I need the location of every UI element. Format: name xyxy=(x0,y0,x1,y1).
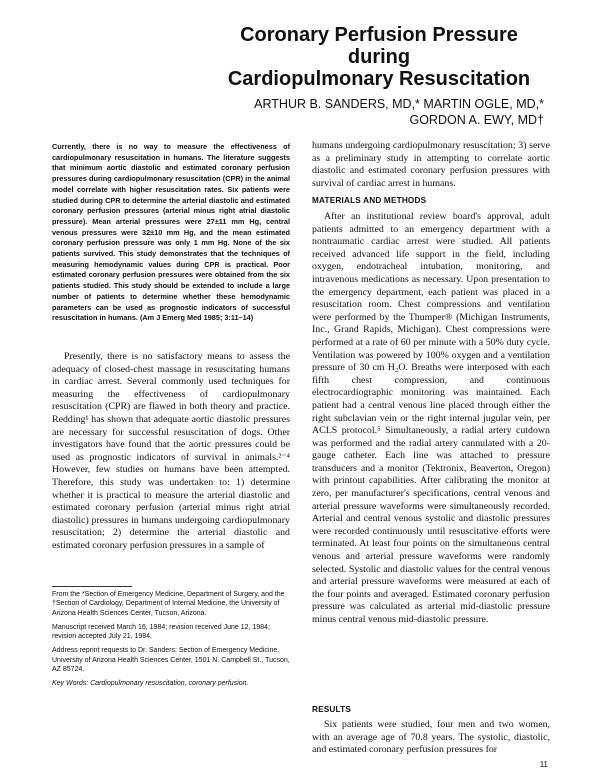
article-title xyxy=(214,24,544,90)
footnote-divider xyxy=(52,586,132,587)
results-paragraph: Six patients were studied, four men and two women, with an average age of 70.8 years. The systolic, diastolic, and estimated coronary perfusion pressures for xyxy=(312,719,550,756)
abstract: Currently, there is no way to measure the effectiveness of cardiopulmonary resuscitation in humans. The literature suggests that minimum aortic diastolic and estimated coronary perfusion pressures during cardiopulmonary resuscitation (CPR) in the animal model correlate with higher resuscitation rates. Six patients were studied during CPR to determine the arterial diastolic and estimated coronary perfusion pressures (arterial minus right atrial diastolic pressure). Mean arterial pressures were 27±11 mm Hg, central venous pressures were 32±10 mm Hg, and the mean estimated coronary perfusion pressure was only 1 mm Hg. None of the six patients survived. This study demonstrates that the techniques of measuring hemodynamic values during CPR is practical. Poor estimated coronary perfusion pressures were obtained from the six patients studied. This study should be extended to include a large number of patients to determine whether these hemodynamic parameters can be used as prognostic indicators of successful resuscitation in humans. (Am J Emerg Med 1985; 3:11–14) xyxy=(52,142,290,323)
footnote-keywords: Key Words: Cardiopulmonary resuscitation, coronary perfusion. xyxy=(52,680,249,688)
introduction-paragraph: Presently, there is no satisfactory means to assess the adequacy of closed-chest massage in resuscitating humans in cardiac arrest. Several commonly used techniques for measuring the effectiveness of cardiopulmonary resuscitation (CPR) are flawed in both theory and practice. Redding¹ has shown that adequate aortic diastolic pressures are necessary for successful resuscitation of dogs. Other investigators have found that the aortic pressures could be used as prognostic indicators of survival in animals.²⁻⁴ However, few studies on humans have been attempted. Therefore, this study was undertaken to: 1) determine whether it is practical to measure the arterial diastolic and estimated coronary perfusion (arterial minus right atrial diastolic) pressures in humans undergoing cardiopulmonary resuscitation; 2) determine the arterial diastolic and estimated coronary perfusion pressures in a sample of xyxy=(52,351,290,551)
footnote-affiliation: From the *Section of Emergency Medicine, Department of Surgery, and the †Section of Cardiology, Department of Internal Medicine, the University of Arizona Health Sciences Center, Tucson, Arizona. xyxy=(52,591,285,617)
footnote-address: Address reprint requests to Dr. Sanders: Section of Emergency Medicine, University of Arizona Health Sciences Center, 1501 N. Campbell St., Tucson, AZ 85724. xyxy=(52,647,290,674)
footnote-received: Manuscript received March 16, 1984; revision received June 12, 1984; revision accepted July 21, 1984. xyxy=(52,623,270,641)
authors-line-1: ARTHUR B. SANDERS, MD,* MARTIN OGLE, MD,* xyxy=(254,97,544,111)
author-list xyxy=(184,96,544,128)
page-number: 11 xyxy=(539,760,548,769)
methods-heading: MATERIALS AND METHODS xyxy=(312,196,427,205)
results-heading: RESULTS xyxy=(312,705,352,714)
methods-paragraph: After an institutional review board's approval, adult patients admitted to an emergency department with a nontraumatic cardiac arrest were studied. All patients received advanced life support in the field, including oxygen, endotracheal intubation, monitoring, and intravenous medications as necessary. Upon presentation to the emergency department, each patient was placed in a resuscitation room. Chest compressions and ventilation were performed by the Thumper® (Michigan Instruments, Inc., Grand Rapids, Michigan). Chest compressions were performed at a rate of 60 per minute with a 50% duty cycle. Ventilation was powered by 100% oxygen and a ventilation pressure of 30 cm H₂O. Breaths were interposed with each fifth chest compression, and continuous electrocardiographic monitoring was maintained. Each patient had a central venous line placed through either the right subclavian vein or the right internal jugular vein, per ACLS protocol.⁵ Simultaneously, a radial artery cutdown was performed and the radial artery cannulated with a 20-gauge catheter. Each line was attached to pressure transducers and a monitor (Tektronix, Beaverton, Oregon) with printout capabilities. After calibrating the monitor at zero, per manufacturer's specifications, central venous and arterial pressure waveforms were simultaneously recorded. Arterial and central venous systolic and diastolic pressures were recorded continuously until resuscitative efforts were terminated. At least four points on the simultaneous central venous and arterial pressure waveforms were randomly selected. Systolic and diastolic values for the central venous and arterial pressure waveforms were measured at each of the four points and averaged. Estimated coronary perfusion pressure was calculated as arterial mid-diastolic pressure minus central venous mid-diastolic pressure. xyxy=(312,211,550,625)
intro-continuation: humans undergoing cardiopulmonary resuscitation; 3) serve as a preliminary study in attempting to correlate aortic diastolic and estimated coronary perfusion pressures with survival of cardiac arrest in humans. xyxy=(312,140,550,189)
authors-line-2: GORDON A. EWY, MD† xyxy=(409,113,544,127)
title-line-1: Coronary Perfusion Pressure during xyxy=(240,24,518,68)
footnotes xyxy=(52,590,290,694)
title-line-2: Cardiopulmonary Resuscitation xyxy=(227,68,531,90)
